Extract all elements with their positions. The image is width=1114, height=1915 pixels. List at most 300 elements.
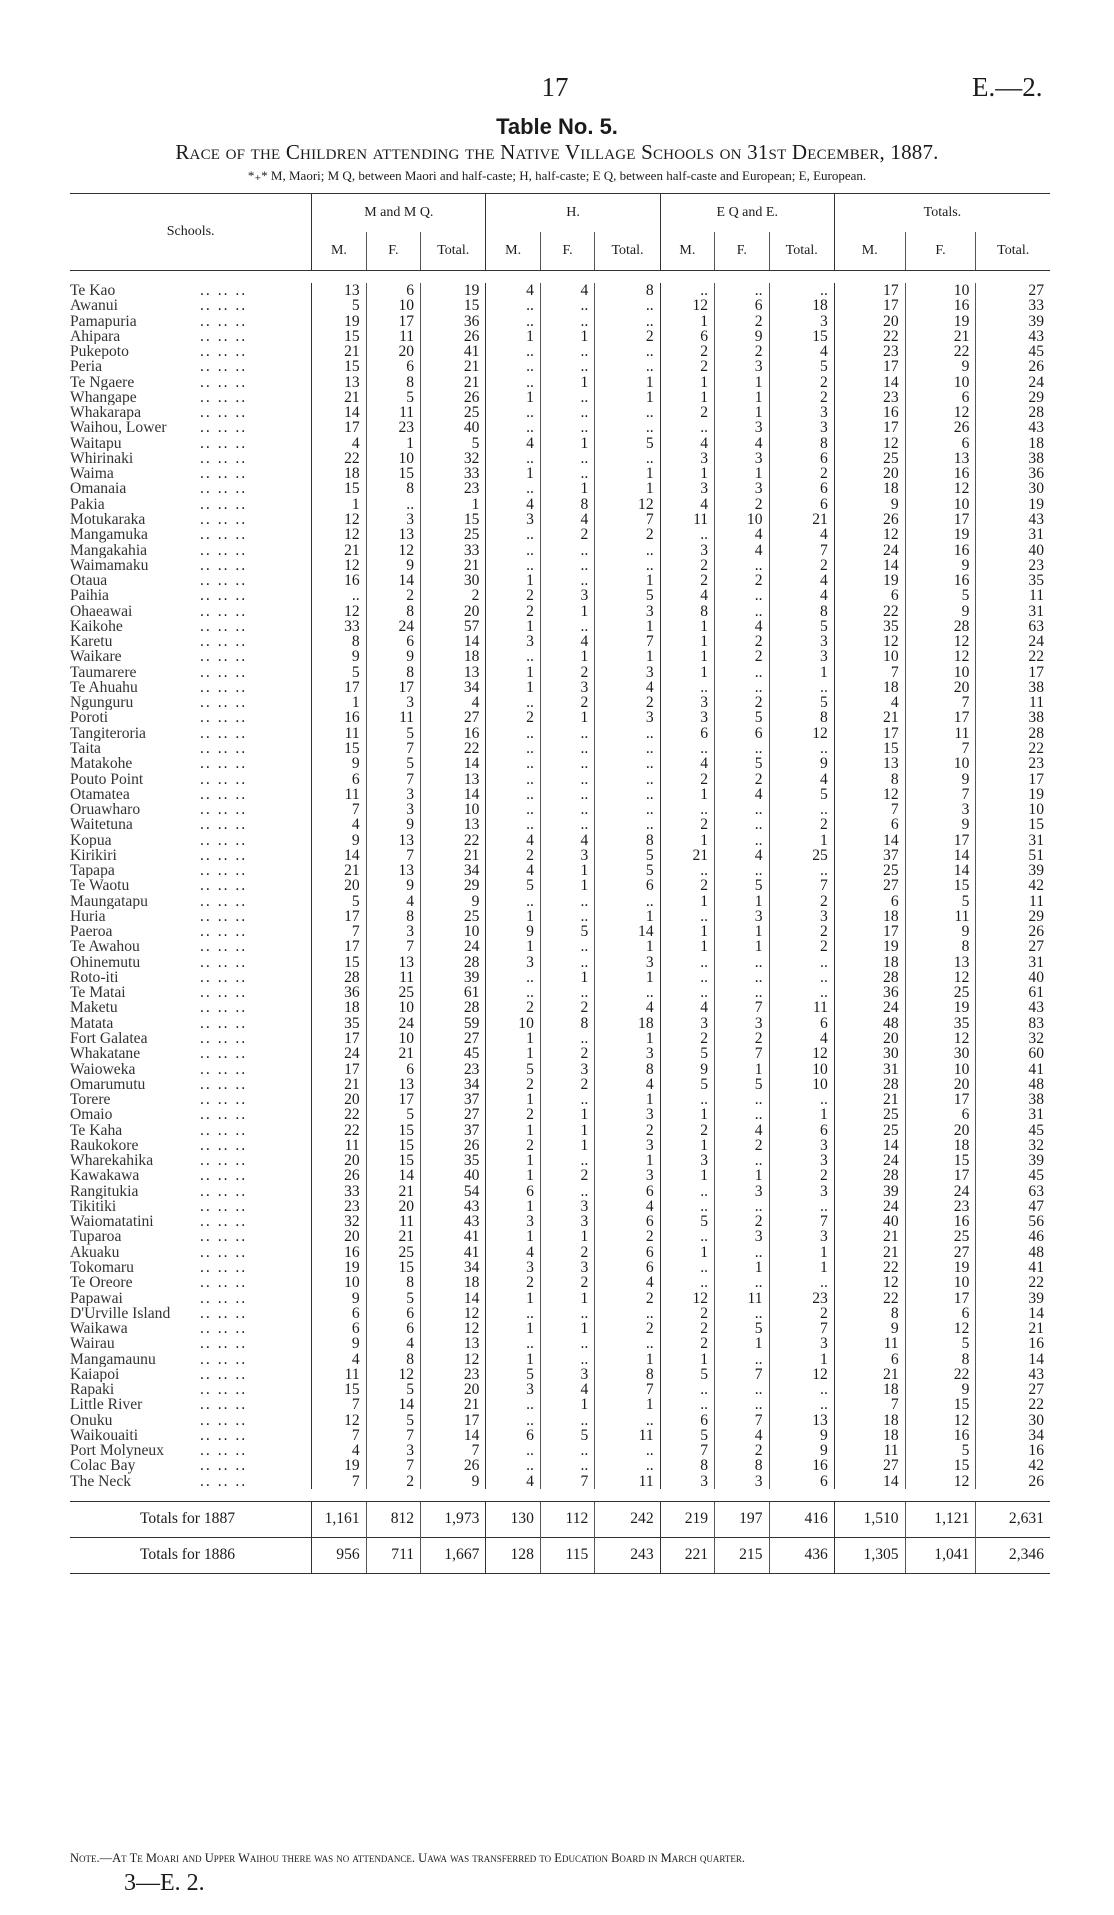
cell-value: 3 bbox=[595, 1168, 660, 1183]
cell-value: 7 bbox=[834, 665, 905, 680]
cell-value: 21 bbox=[421, 359, 486, 374]
table-row bbox=[70, 1245, 1050, 1260]
cell-value: 12 bbox=[834, 634, 905, 649]
school-label: Pamapuria bbox=[70, 313, 137, 329]
cell-value: 10 bbox=[905, 375, 976, 390]
school-name bbox=[70, 1077, 312, 1092]
school-name bbox=[70, 909, 312, 924]
table-row bbox=[70, 497, 1050, 512]
cell-value: 1 bbox=[715, 1062, 769, 1077]
cell-value: .. bbox=[769, 1397, 834, 1412]
totals-label: Totals for 1886 bbox=[70, 1537, 312, 1573]
cell-value: 39 bbox=[421, 970, 486, 985]
cell-value: 3 bbox=[366, 695, 420, 710]
cell-value: 16 bbox=[905, 298, 976, 313]
leader-dots: .. .. .. bbox=[200, 1397, 248, 1413]
cell-value: 11 bbox=[595, 1428, 660, 1443]
cell-value: 2 bbox=[715, 344, 769, 359]
cell-value: .. bbox=[540, 802, 594, 817]
cell-value: .. bbox=[540, 741, 594, 756]
cell-value: 20 bbox=[312, 1092, 366, 1107]
cell-value: .. bbox=[660, 283, 714, 298]
cell-value: 13 bbox=[366, 1077, 420, 1092]
cell-value: 17 bbox=[312, 420, 366, 435]
school-label: Matakohe bbox=[70, 756, 133, 772]
cell-value: 7 bbox=[312, 1474, 366, 1489]
cell-value: 41 bbox=[421, 1229, 486, 1244]
cell-value: 1 bbox=[595, 390, 660, 405]
school-label: Te Ahuahu bbox=[70, 679, 138, 696]
cell-value: 5 bbox=[366, 390, 420, 405]
cell-value: 33 bbox=[312, 1184, 366, 1199]
cell-value: 28 bbox=[421, 955, 486, 970]
cell-value: 19 bbox=[905, 314, 976, 329]
cell-value: 18 bbox=[905, 1138, 976, 1153]
cell-value: 24 bbox=[421, 939, 486, 954]
cell-value: 3 bbox=[486, 1260, 540, 1275]
cell-value: 5 bbox=[312, 298, 366, 313]
cell-value: 10 bbox=[905, 283, 976, 298]
cell-value: .. bbox=[486, 420, 540, 435]
cell-value: 1 bbox=[660, 375, 714, 390]
cell-value: 17 bbox=[834, 359, 905, 374]
cell-value: 13 bbox=[366, 833, 420, 848]
leader-dots: .. .. .. bbox=[200, 1458, 248, 1474]
cell-value: .. bbox=[715, 1153, 769, 1168]
cell-value: 60 bbox=[976, 1046, 1050, 1061]
cell-value: 13 bbox=[312, 375, 366, 390]
cell-value: 13 bbox=[834, 756, 905, 771]
cell-value: 12 bbox=[905, 1321, 976, 1336]
cell-value: .. bbox=[660, 680, 714, 695]
cell-value: 25 bbox=[421, 527, 486, 542]
cell-value: 2 bbox=[486, 710, 540, 725]
school-label: Kaikohe bbox=[70, 618, 123, 635]
totals-value: 711 bbox=[366, 1537, 420, 1573]
cell-value: 12 bbox=[905, 481, 976, 496]
cell-value: 10 bbox=[366, 298, 420, 313]
cell-value: 18 bbox=[312, 1000, 366, 1015]
cell-value: 2 bbox=[540, 1245, 594, 1260]
table-row bbox=[70, 1031, 1050, 1046]
cell-value: 33 bbox=[421, 543, 486, 558]
cell-value: .. bbox=[540, 1306, 594, 1321]
school-name bbox=[70, 1428, 312, 1443]
school-name bbox=[70, 1474, 312, 1489]
cell-value: 18 bbox=[834, 481, 905, 496]
cell-value: 2 bbox=[715, 497, 769, 512]
cell-value: 5 bbox=[769, 787, 834, 802]
cell-value: 17 bbox=[366, 314, 420, 329]
cell-value: .. bbox=[660, 1275, 714, 1290]
table-row bbox=[70, 833, 1050, 848]
cell-value: 11 bbox=[976, 894, 1050, 909]
cell-value: 6 bbox=[366, 359, 420, 374]
cell-value: 21 bbox=[312, 543, 366, 558]
school-name bbox=[70, 420, 312, 435]
cell-value: 4 bbox=[715, 527, 769, 542]
cell-value: 5 bbox=[905, 588, 976, 603]
totals-value: 2,631 bbox=[976, 1501, 1050, 1537]
cell-value: 25 bbox=[421, 405, 486, 420]
cell-value: 16 bbox=[905, 573, 976, 588]
leader-dots: .. .. .. bbox=[200, 695, 248, 711]
cell-value: 1 bbox=[595, 573, 660, 588]
totals-value: 221 bbox=[660, 1537, 714, 1573]
cell-value: 4 bbox=[366, 1336, 420, 1351]
cell-value: 15 bbox=[834, 741, 905, 756]
cell-value: 7 bbox=[366, 939, 420, 954]
cell-value: 11 bbox=[976, 695, 1050, 710]
cell-value: 46 bbox=[976, 1229, 1050, 1244]
cell-value: .. bbox=[595, 726, 660, 741]
table-row bbox=[70, 924, 1050, 939]
cell-value: 7 bbox=[905, 741, 976, 756]
totals-label: Totals for 1887 bbox=[70, 1501, 312, 1537]
cell-value: 1 bbox=[312, 497, 366, 512]
cell-value: 5 bbox=[769, 359, 834, 374]
cell-value: 1 bbox=[540, 710, 594, 725]
cell-value: 40 bbox=[976, 543, 1050, 558]
cell-value: 3 bbox=[486, 634, 540, 649]
cell-value: 14 bbox=[366, 573, 420, 588]
cell-value: 6 bbox=[312, 772, 366, 787]
leader-dots: .. .. .. bbox=[200, 1015, 248, 1032]
school-name bbox=[70, 1413, 312, 1428]
cell-value: 83 bbox=[976, 1016, 1050, 1031]
school-name bbox=[70, 726, 312, 741]
cell-value: 22 bbox=[976, 741, 1050, 756]
cell-value: 5 bbox=[715, 878, 769, 893]
cell-value: .. bbox=[540, 619, 594, 634]
cell-value: 3 bbox=[715, 1184, 769, 1199]
cell-value: 4 bbox=[366, 894, 420, 909]
subheader-f: F. bbox=[715, 232, 769, 271]
cell-value: 8 bbox=[905, 939, 976, 954]
school-name bbox=[70, 1458, 312, 1473]
school-name bbox=[70, 1397, 312, 1412]
cell-value: 1 bbox=[540, 1138, 594, 1153]
school-name bbox=[70, 466, 312, 481]
cell-value: 1 bbox=[486, 1031, 540, 1046]
table-row bbox=[70, 756, 1050, 771]
cell-value: 6 bbox=[312, 1321, 366, 1336]
table-row bbox=[70, 1336, 1050, 1351]
cell-value: 12 bbox=[905, 634, 976, 649]
cell-value: .. bbox=[540, 894, 594, 909]
cell-value: 2 bbox=[715, 772, 769, 787]
cell-value: .. bbox=[595, 298, 660, 313]
cell-value: 1 bbox=[540, 1107, 594, 1122]
cell-value: 23 bbox=[834, 390, 905, 405]
cell-value: 5 bbox=[540, 1428, 594, 1443]
cell-value: .. bbox=[595, 787, 660, 802]
school-name bbox=[70, 375, 312, 390]
cell-value: .. bbox=[486, 451, 540, 466]
cell-value: 33 bbox=[976, 298, 1050, 313]
cell-value: 32 bbox=[421, 451, 486, 466]
cell-value: 14 bbox=[905, 848, 976, 863]
cell-value: .. bbox=[660, 909, 714, 924]
cell-value: 1 bbox=[366, 436, 420, 451]
table-row bbox=[70, 1260, 1050, 1275]
leader-dots: .. .. .. bbox=[200, 1107, 248, 1123]
leader-dots: .. .. .. bbox=[200, 450, 248, 467]
cell-value: 63 bbox=[976, 1184, 1050, 1199]
table-row bbox=[70, 436, 1050, 451]
cell-value: 13 bbox=[366, 863, 420, 878]
cell-value: 27 bbox=[421, 1031, 486, 1046]
cell-value: 1 bbox=[486, 1153, 540, 1168]
cell-value: .. bbox=[486, 1336, 540, 1351]
cell-value: 1 bbox=[595, 649, 660, 664]
cell-value: 31 bbox=[976, 955, 1050, 970]
cell-value: 11 bbox=[769, 1000, 834, 1015]
cell-value: 7 bbox=[769, 878, 834, 893]
cell-value: 14 bbox=[834, 1138, 905, 1153]
school-label: Torere bbox=[70, 1092, 111, 1108]
cell-value: .. bbox=[540, 787, 594, 802]
school-label: Waikouaiti bbox=[70, 1427, 139, 1444]
school-label: Raukokore bbox=[70, 1137, 139, 1154]
school-name bbox=[70, 772, 312, 787]
cell-value: 6 bbox=[595, 1260, 660, 1275]
cell-value: 25 bbox=[366, 1245, 420, 1260]
school-label: Pouto Point bbox=[70, 771, 144, 787]
leader-dots: .. .. .. bbox=[200, 1473, 248, 1489]
cell-value: 12 bbox=[769, 726, 834, 741]
school-name bbox=[70, 924, 312, 939]
cell-value: 61 bbox=[976, 985, 1050, 1000]
cell-value: 15 bbox=[905, 1153, 976, 1168]
cell-value: 30 bbox=[834, 1046, 905, 1061]
cell-value: 3 bbox=[540, 1199, 594, 1214]
leader-dots: .. .. .. bbox=[200, 1321, 248, 1337]
cell-value: 11 bbox=[905, 726, 976, 741]
cell-value: 4 bbox=[715, 848, 769, 863]
cell-value: 7 bbox=[834, 1397, 905, 1412]
cell-value: 45 bbox=[976, 1123, 1050, 1138]
school-name bbox=[70, 894, 312, 909]
subheader-total: Total. bbox=[976, 232, 1050, 271]
cell-value: 22 bbox=[421, 833, 486, 848]
cell-value: 38 bbox=[976, 710, 1050, 725]
table-row bbox=[70, 619, 1050, 634]
cell-value: 3 bbox=[595, 665, 660, 680]
school-name bbox=[70, 970, 312, 985]
cell-value: 16 bbox=[312, 1245, 366, 1260]
cell-value: 1 bbox=[660, 939, 714, 954]
cell-value: 26 bbox=[312, 1168, 366, 1183]
cell-value: 22 bbox=[312, 451, 366, 466]
school-label: Paihia bbox=[70, 588, 109, 604]
cell-value: .. bbox=[715, 1092, 769, 1107]
cell-value: .. bbox=[769, 1199, 834, 1214]
subheader-m: M. bbox=[486, 232, 540, 271]
cell-value: 4 bbox=[540, 283, 594, 298]
table-row bbox=[70, 329, 1050, 344]
cell-value: 2 bbox=[715, 1138, 769, 1153]
cell-value: 1 bbox=[486, 573, 540, 588]
cell-value: 5 bbox=[540, 924, 594, 939]
cell-value: 21 bbox=[660, 848, 714, 863]
cell-value: 8 bbox=[905, 1352, 976, 1367]
group-header-m-mq: M and M Q. bbox=[312, 194, 486, 233]
cell-value: 7 bbox=[715, 1413, 769, 1428]
cell-value: 29 bbox=[976, 390, 1050, 405]
cell-value: 15 bbox=[366, 466, 420, 481]
cell-value: 39 bbox=[976, 314, 1050, 329]
cell-value: 3 bbox=[769, 314, 834, 329]
school-label: Onuku bbox=[70, 1412, 113, 1428]
school-label: Port Molyneux bbox=[70, 1443, 164, 1459]
cell-value: 27 bbox=[834, 1458, 905, 1473]
cell-value: 20 bbox=[366, 1199, 420, 1214]
cell-value: .. bbox=[486, 344, 540, 359]
school-label: D'Urville Island bbox=[70, 1305, 171, 1322]
school-name bbox=[70, 451, 312, 466]
totals-value: 2,346 bbox=[976, 1537, 1050, 1573]
cell-value: 15 bbox=[905, 1397, 976, 1412]
cell-value: 1 bbox=[595, 1352, 660, 1367]
school-label: Ngunguru bbox=[70, 695, 134, 711]
table-row bbox=[70, 1153, 1050, 1168]
cell-value: .. bbox=[715, 1397, 769, 1412]
school-label: Tangiteroria bbox=[70, 725, 146, 741]
cell-value: 11 bbox=[834, 1336, 905, 1351]
cell-value: 41 bbox=[976, 1062, 1050, 1077]
totals-value: 128 bbox=[486, 1537, 540, 1573]
cell-value: 1 bbox=[715, 1168, 769, 1183]
cell-value: .. bbox=[486, 772, 540, 787]
school-name bbox=[70, 298, 312, 313]
cell-value: .. bbox=[595, 741, 660, 756]
cell-value: 1 bbox=[540, 878, 594, 893]
cell-value: 8 bbox=[312, 634, 366, 649]
cell-value: 1 bbox=[486, 1291, 540, 1306]
cell-value: .. bbox=[540, 314, 594, 329]
leader-dots: .. .. .. bbox=[200, 1412, 248, 1428]
cell-value: 4 bbox=[486, 1245, 540, 1260]
cell-value: 40 bbox=[834, 1214, 905, 1229]
cell-value: 1 bbox=[660, 1138, 714, 1153]
leader-dots: .. .. .. bbox=[200, 969, 248, 986]
table-row bbox=[70, 863, 1050, 878]
cell-value: 6 bbox=[905, 390, 976, 405]
cell-value: 15 bbox=[312, 741, 366, 756]
cell-value: 51 bbox=[976, 848, 1050, 863]
cell-value: 7 bbox=[312, 1397, 366, 1412]
cell-value: 9 bbox=[905, 558, 976, 573]
table-row bbox=[70, 772, 1050, 787]
cell-value: 1 bbox=[486, 680, 540, 695]
table-row bbox=[70, 1474, 1050, 1489]
cell-value: 21 bbox=[834, 1245, 905, 1260]
school-name bbox=[70, 1260, 312, 1275]
cell-value: .. bbox=[540, 405, 594, 420]
cell-value: .. bbox=[540, 451, 594, 466]
leader-dots: .. .. .. bbox=[200, 725, 248, 741]
cell-value: .. bbox=[486, 894, 540, 909]
table-row bbox=[70, 451, 1050, 466]
cell-value: 9 bbox=[834, 497, 905, 512]
cell-value: 21 bbox=[366, 1184, 420, 1199]
cell-value: 17 bbox=[834, 420, 905, 435]
cell-value: 15 bbox=[905, 1458, 976, 1473]
cell-value: .. bbox=[769, 1382, 834, 1397]
cell-value: .. bbox=[595, 1413, 660, 1428]
table-row bbox=[70, 390, 1050, 405]
cell-value: .. bbox=[715, 1107, 769, 1122]
cell-value: 1 bbox=[486, 1229, 540, 1244]
cell-value: 12 bbox=[660, 1291, 714, 1306]
cell-value: .. bbox=[660, 970, 714, 985]
cell-value: 10 bbox=[905, 756, 976, 771]
cell-value: 11 bbox=[312, 787, 366, 802]
cell-value: 14 bbox=[421, 756, 486, 771]
cell-value: 4 bbox=[769, 344, 834, 359]
cell-value: 8 bbox=[595, 833, 660, 848]
cell-value: 17 bbox=[312, 909, 366, 924]
cell-value: .. bbox=[540, 390, 594, 405]
table-row bbox=[70, 481, 1050, 496]
cell-value: .. bbox=[769, 680, 834, 695]
cell-value: 3 bbox=[769, 1184, 834, 1199]
cell-value: 27 bbox=[421, 710, 486, 725]
leader-dots: .. .. .. bbox=[200, 389, 248, 406]
cell-value: 8 bbox=[595, 1062, 660, 1077]
leader-dots: .. .. .. bbox=[200, 374, 248, 390]
cell-value: 28 bbox=[834, 1168, 905, 1183]
table-row bbox=[70, 314, 1050, 329]
school-label: Papawai bbox=[70, 1290, 123, 1306]
cell-value: 4 bbox=[715, 1123, 769, 1138]
cell-value: 17 bbox=[834, 283, 905, 298]
cell-value: .. bbox=[366, 497, 420, 512]
cell-value: 61 bbox=[421, 985, 486, 1000]
cell-value: 5 bbox=[715, 710, 769, 725]
cell-value: 34 bbox=[976, 1428, 1050, 1443]
cell-value: 12 bbox=[421, 1321, 486, 1336]
cell-value: 1 bbox=[540, 863, 594, 878]
cell-value: .. bbox=[715, 817, 769, 832]
cell-value: 4 bbox=[540, 1382, 594, 1397]
cell-value: 20 bbox=[834, 314, 905, 329]
cell-value: 5 bbox=[366, 1413, 420, 1428]
school-label: Mangakahia bbox=[70, 542, 148, 558]
cell-value: 6 bbox=[834, 817, 905, 832]
cell-value: 6 bbox=[660, 329, 714, 344]
school-name bbox=[70, 802, 312, 817]
cell-value: 12 bbox=[905, 649, 976, 664]
cell-value: .. bbox=[715, 1352, 769, 1367]
cell-value: 13 bbox=[905, 955, 976, 970]
leader-dots: .. .. .. bbox=[200, 1198, 248, 1215]
leader-dots: .. .. .. bbox=[200, 1290, 248, 1306]
cell-value: 1 bbox=[715, 924, 769, 939]
cell-value: 1 bbox=[660, 619, 714, 634]
cell-value: 48 bbox=[834, 1016, 905, 1031]
cell-value: 5 bbox=[660, 1046, 714, 1061]
school-name bbox=[70, 985, 312, 1000]
cell-value: .. bbox=[540, 909, 594, 924]
cell-value: 1 bbox=[486, 1046, 540, 1061]
cell-value: 45 bbox=[976, 344, 1050, 359]
cell-value: 18 bbox=[834, 955, 905, 970]
cell-value: .. bbox=[715, 1306, 769, 1321]
table-row bbox=[70, 359, 1050, 374]
cell-value: 39 bbox=[976, 1153, 1050, 1168]
